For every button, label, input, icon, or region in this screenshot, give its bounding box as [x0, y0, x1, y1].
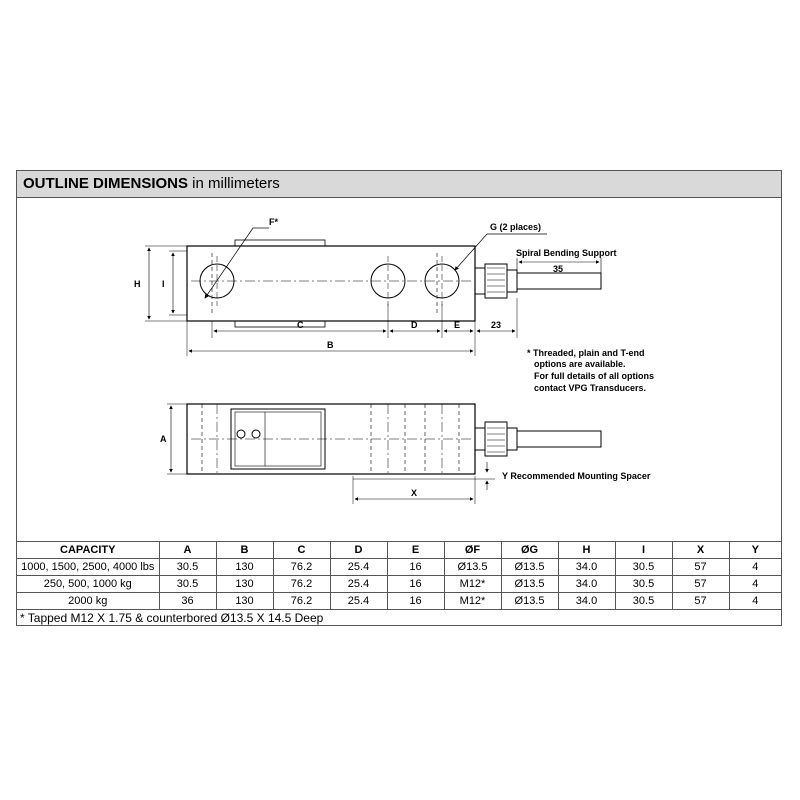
- col-header: ØF: [444, 542, 501, 559]
- note-line-2: options are available.: [534, 359, 626, 369]
- side-view: [160, 404, 651, 504]
- table-cell: 4: [729, 559, 781, 576]
- table-cell: 16: [387, 576, 444, 593]
- panel-header: [17, 171, 781, 198]
- label-spiral-support: Spiral Bending Support: [516, 248, 617, 258]
- table-header-row: [17, 542, 781, 559]
- table-cell: 57: [672, 593, 729, 610]
- capacity-cell: 1000, 1500, 2500, 4000 lbs: [17, 559, 159, 576]
- col-header: Y: [729, 542, 781, 559]
- table-cell: 30.5: [159, 576, 216, 593]
- label-b: B: [327, 340, 334, 350]
- label-35: 35: [553, 264, 564, 274]
- table-cell: 16: [387, 593, 444, 610]
- note-line-1: * Threaded, plain and T-end: [527, 348, 645, 358]
- panel-title: [23, 175, 280, 192]
- table-cell: 76.2: [273, 576, 330, 593]
- table-cell: 57: [672, 559, 729, 576]
- table-cell: 130: [216, 576, 273, 593]
- capacity-cell: 250, 500, 1000 kg: [17, 576, 159, 593]
- note-line-4: contact VPG Transducers.: [534, 383, 647, 393]
- panel-title-units: in millimeters: [188, 175, 280, 192]
- table-cell: 130: [216, 593, 273, 610]
- table-cell: 25.4: [330, 576, 387, 593]
- table-cell: Ø13.5: [501, 576, 558, 593]
- table-cell: 25.4: [330, 593, 387, 610]
- table-cell: M12*: [444, 576, 501, 593]
- label-y-spacer: Y Recommended Mounting Spacer: [502, 471, 651, 481]
- table-cell: 16: [387, 559, 444, 576]
- table-cell: Ø13.5: [501, 593, 558, 610]
- table-cell: M12*: [444, 593, 501, 610]
- label-e: E: [454, 320, 461, 330]
- table-cell: 57: [672, 576, 729, 593]
- col-header: ØG: [501, 542, 558, 559]
- label-h: H: [134, 279, 141, 289]
- label-a: A: [160, 434, 167, 444]
- dimensions-table: [17, 541, 781, 610]
- table-cell: 4: [729, 593, 781, 610]
- col-header: H: [558, 542, 615, 559]
- table-cell: 25.4: [330, 559, 387, 576]
- table-row: [17, 593, 781, 610]
- table-row: [17, 576, 781, 593]
- col-header: CAPACITY: [17, 542, 159, 559]
- label-23: 23: [491, 320, 502, 330]
- table-cell: 34.0: [558, 576, 615, 593]
- col-header: E: [387, 542, 444, 559]
- capacity-cell: 2000 kg: [17, 593, 159, 610]
- table-cell: Ø13.5: [501, 559, 558, 576]
- col-header: X: [672, 542, 729, 559]
- label-x: X: [411, 488, 418, 498]
- table-row: [17, 559, 781, 576]
- label-d: D: [411, 320, 418, 330]
- options-note: [527, 348, 654, 393]
- beam-top-outline: [187, 246, 475, 321]
- label-g: G (2 places): [490, 222, 542, 232]
- col-header: C: [273, 542, 330, 559]
- table-cell: 130: [216, 559, 273, 576]
- label-f: F*: [269, 217, 278, 227]
- note-line-3: For full details of all options: [534, 371, 655, 381]
- panel-title-bold: OUTLINE DIMENSIONS: [23, 175, 189, 192]
- table-cell: 30.5: [159, 559, 216, 576]
- table-cell: 34.0: [558, 593, 615, 610]
- table-cell: 4: [729, 576, 781, 593]
- table-cell: 76.2: [273, 593, 330, 610]
- technical-drawing: [17, 198, 781, 541]
- table-cell: 30.5: [615, 593, 672, 610]
- top-view: [134, 217, 617, 356]
- table-cell: 30.5: [615, 576, 672, 593]
- table-footnote: * Tapped M12 X 1.75 & counterbored Ø13.5 X 14.5 Deep: [20, 611, 324, 625]
- table-cell: 34.0: [558, 559, 615, 576]
- col-header: A: [159, 542, 216, 559]
- label-i: I: [162, 279, 165, 289]
- outline-dimensions-panel: [16, 170, 782, 626]
- table-cell: 30.5: [615, 559, 672, 576]
- col-header: B: [216, 542, 273, 559]
- table-cell: 76.2: [273, 559, 330, 576]
- col-header: D: [330, 542, 387, 559]
- table-cell: Ø13.5: [444, 559, 501, 576]
- label-c: C: [297, 320, 304, 330]
- col-header: I: [615, 542, 672, 559]
- table-cell: 36: [159, 593, 216, 610]
